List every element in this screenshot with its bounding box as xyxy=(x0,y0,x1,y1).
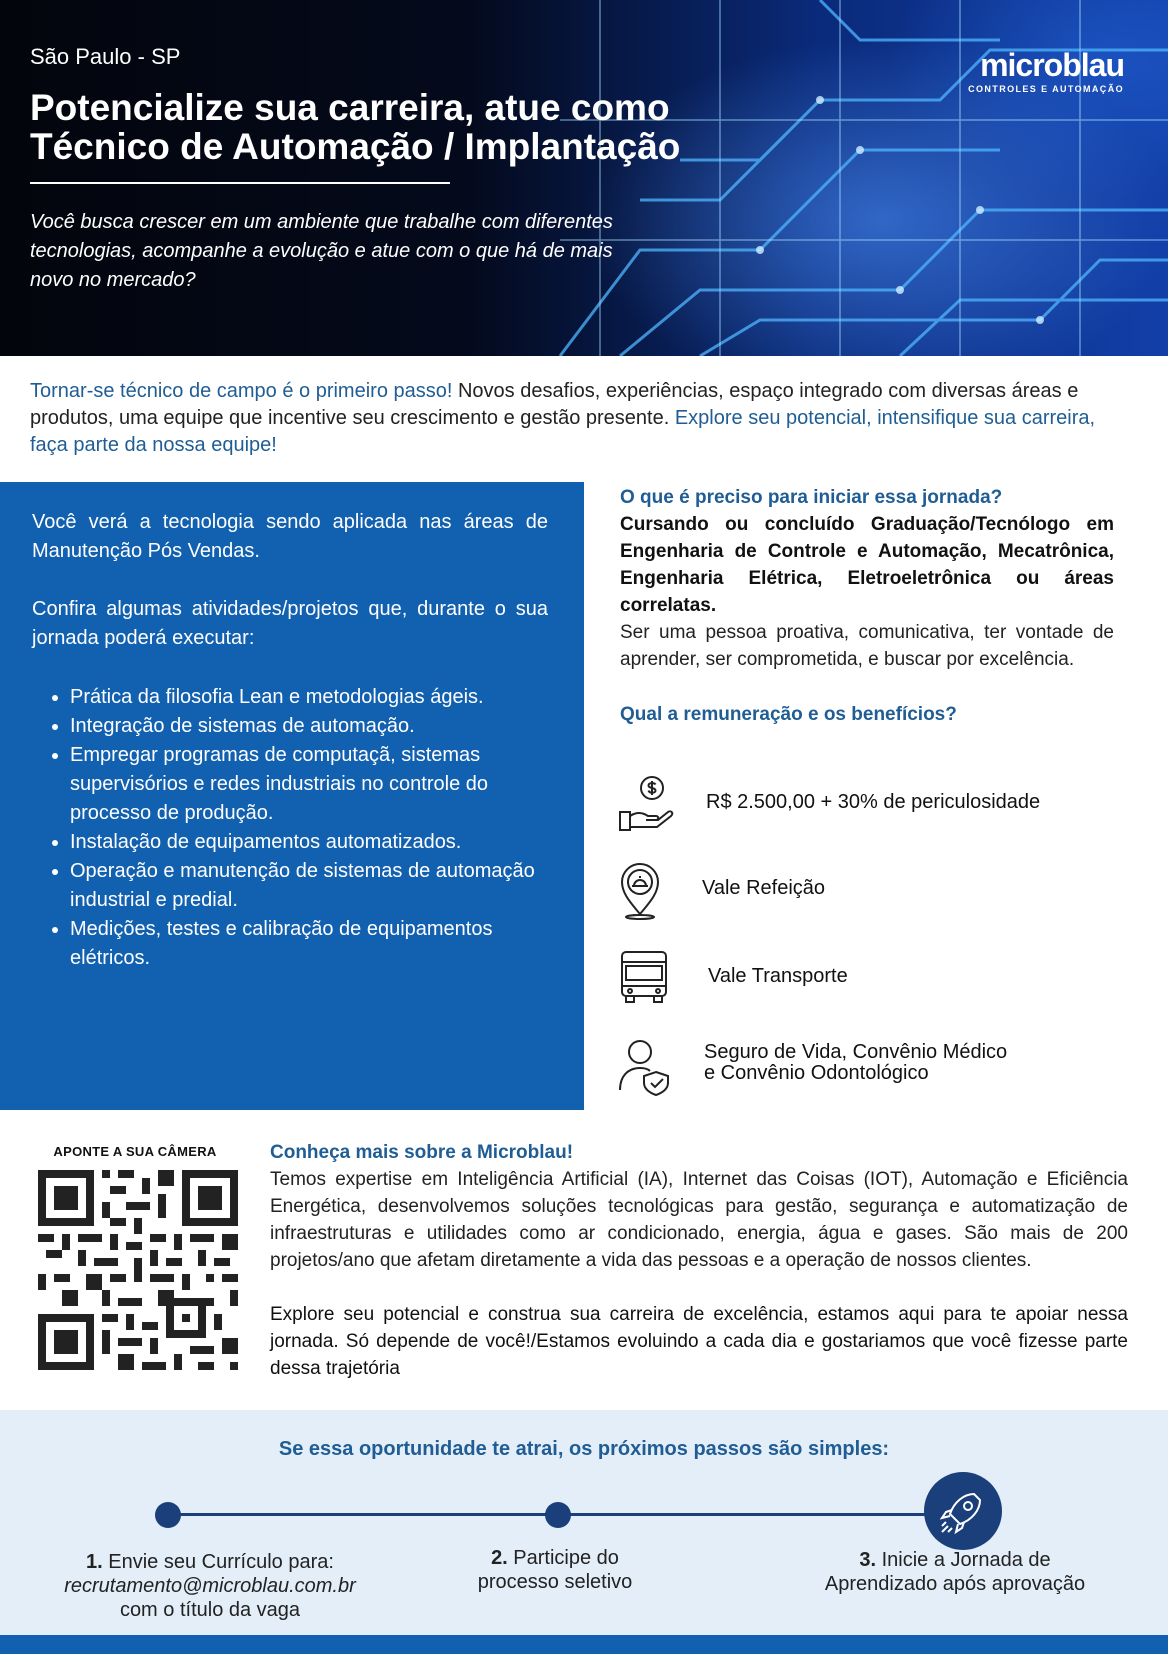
step-1-text: Envie seu Currículo para: xyxy=(102,1551,334,1573)
benefits-heading: Qual a remuneração e os benefícios? xyxy=(620,704,957,725)
requirements-heading: O que é preciso para iniciar essa jornada? xyxy=(620,487,1003,508)
list-item: • Integração de sistemas de automação. xyxy=(70,712,548,741)
hero-banner xyxy=(0,0,1168,356)
step-2-number: 2. xyxy=(491,1547,508,1569)
benefit-insurance-line-2: e Convênio Odontológico xyxy=(704,1062,929,1084)
list-item: • Prática da filosofia Lean e metodologias ágeis. xyxy=(70,683,548,712)
job-location: São Paulo - SP xyxy=(30,44,181,69)
recruitment-email[interactable]: recrutamento@microblau.com.br xyxy=(64,1575,356,1597)
salary-hand-icon xyxy=(616,772,676,832)
step-1-marker xyxy=(155,1502,181,1528)
step-2-subtext: processo seletivo xyxy=(477,1571,633,1593)
step-3-marker xyxy=(924,1472,1002,1550)
benefit-meal xyxy=(616,860,1116,920)
step-1 xyxy=(20,1550,400,1622)
intro-highlight-2: Explore seu potencial, intensifique sua carreira, faça parte da nossa equipe! xyxy=(30,407,1096,456)
logo-tagline: CONTROLES E AUTOMAÇÃO xyxy=(968,84,1124,94)
qr-caption: APONTE A SUA CÂMERA xyxy=(53,1144,217,1159)
benefit-insurance xyxy=(616,1036,1116,1096)
activities-list xyxy=(32,683,548,973)
title-divider xyxy=(30,182,450,184)
benefit-insurance-text xyxy=(704,1042,1007,1084)
benefit-meal-text: Vale Refeição xyxy=(702,877,826,899)
benefit-salary xyxy=(616,772,1116,832)
about-paragraph-2: Explore seu potencial e construa sua carreira de excelência, estamos aqui para te apoiar nessa jornada. Só depende de você!/Estamos evoluindo a cada dia e gostariamos que você fizesse parte dessa trajetória xyxy=(270,1304,1128,1379)
profile-requirements: Ser uma pessoa proativa, comunicativa, ter vontade de aprender, ser comprometida, e buscar por excelência. xyxy=(620,622,1114,670)
step-2-text: Participe do xyxy=(507,1547,619,1569)
benefit-transport xyxy=(616,948,1116,1008)
steps-heading: Se essa oportunidade te atrai, os próximos passos são simples: xyxy=(278,1438,890,1460)
benefit-salary-text: R$ 2.500,00 + 30% de periculosidade xyxy=(706,791,1041,813)
list-item: • Empregar programas de computaçã, sistemas supervisórios e redes industriais no controle do processo de produção. xyxy=(70,741,548,828)
list-item: • Operação e manutenção de sistemas de automação industrial e predial. xyxy=(70,857,548,915)
step-1-subtext: com o título da vaga xyxy=(119,1599,301,1621)
panel-intro: Você verá a tecnologia sendo aplicada nas áreas de Manutenção Pós Vendas. xyxy=(32,511,548,562)
rocket-icon xyxy=(924,1472,1002,1550)
about-section xyxy=(270,1140,1128,1382)
logo-wordmark: microblau xyxy=(980,47,1124,83)
qr-code[interactable] xyxy=(38,1170,238,1370)
benefit-insurance-line-1: Seguro de Vida, Convênio Médico xyxy=(704,1041,1008,1063)
step-3-subtext: Aprendizado após aprovação xyxy=(824,1573,1086,1595)
step-3-number: 3. xyxy=(859,1549,877,1571)
step-2-marker xyxy=(545,1502,571,1528)
intro-body: Novos desafios, experiências, espaço integrado com diversas áreas e produtos, uma equipe que incentive seu crescimento e gestão presente. xyxy=(30,380,1079,429)
step-1-number: 1. xyxy=(86,1551,103,1573)
hero-lead-text: Você busca crescer em um ambiente que trabalhe com diferentes tecnologias, acompanhe a evolução e atue com o que há de mais novo no mercado? xyxy=(30,211,613,291)
about-paragraph-1: Temos expertise em Inteligência Artificial (IA), Internet das Coisas (IOT), Automação e Eficiência Energética, desenvolvemos soluções tecnológicas para gestão, segurança e automatização de infraestruturas e utilidades como ar condicionado, energia, água e gases. São mais de 200 projetos/ano que afetam diretamente a vida das pessoas e a operação de nossos clientes. xyxy=(270,1169,1128,1271)
microblau-logo xyxy=(944,48,1124,94)
footer-bar xyxy=(0,1635,1168,1654)
about-heading: Conheça mais sobre a Microblau! xyxy=(270,1142,574,1163)
list-item: • Instalação de equipamentos automatizados. xyxy=(70,828,548,857)
bus-icon xyxy=(616,948,676,1008)
activities-panel xyxy=(0,482,584,1110)
job-title-line-2: Técnico de Automação / Implantação xyxy=(30,126,681,167)
intro-paragraph xyxy=(30,378,1112,459)
insurance-user-shield-icon xyxy=(616,1036,676,1096)
step-3 xyxy=(790,1548,1120,1596)
panel-activities-heading: Confira algumas atividades/projetos que, durante o sua jornada poderá executar: xyxy=(32,598,548,649)
intro-highlight-1: Tornar-se técnico de campo é o primeiro passo! xyxy=(30,380,453,402)
meal-location-icon xyxy=(616,860,676,920)
step-2 xyxy=(420,1546,690,1594)
benefit-transport-text: Vale Transporte xyxy=(708,965,848,987)
list-item: • Medições, testes e calibração de equipamentos elétricos. xyxy=(70,915,548,973)
job-title xyxy=(30,88,810,166)
next-steps-section xyxy=(0,1410,1168,1635)
step-3-text: Inicie a Jornada de xyxy=(876,1549,1051,1571)
requirements-section xyxy=(620,484,1114,728)
job-title-line-1: Potencialize sua carreira, atue como xyxy=(30,87,670,128)
education-requirements: Cursando ou concluído Graduação/Tecnólogo em Engenharia de Controle e Automação, Mecatrônica, Engenharia Elétrica, Eletroeletrônica ou áreas correlatas. xyxy=(620,514,1114,616)
